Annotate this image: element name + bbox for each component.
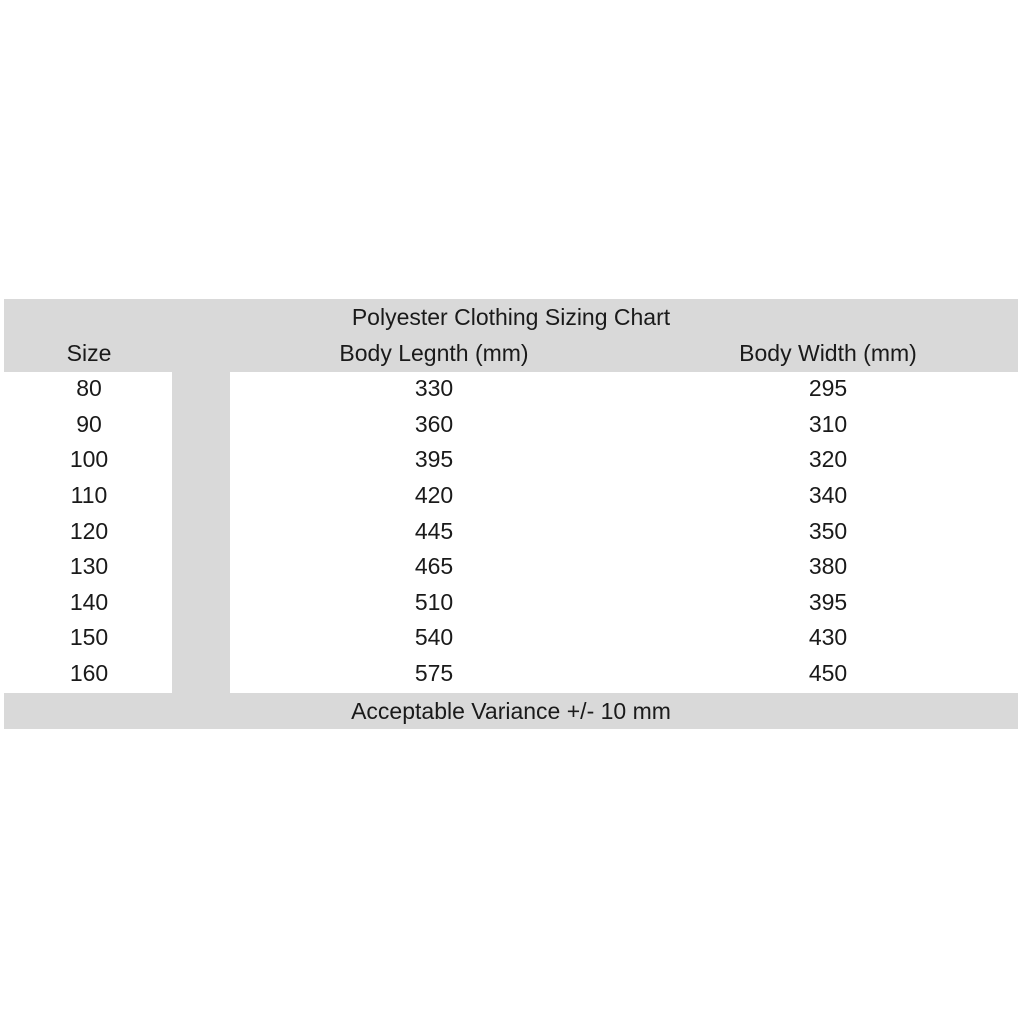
table-cell-width: 295	[808, 375, 848, 401]
table-cell-size: 80	[76, 375, 102, 401]
table-cell-length: 360	[414, 411, 454, 437]
table-cell-length: 465	[414, 553, 454, 579]
table-cell-width: 310	[808, 411, 848, 437]
table-cell-size: 150	[69, 624, 109, 650]
header-body-width: Body Width (mm)	[739, 340, 917, 366]
table-cell-width: 350	[808, 518, 848, 544]
table-cell-length: 420	[414, 482, 454, 508]
table-cell-length: 510	[414, 589, 454, 615]
table-cell-size: 120	[69, 518, 109, 544]
table-cell-size: 140	[69, 589, 109, 615]
table-cell-width: 340	[808, 482, 848, 508]
table-cell-length: 395	[414, 446, 454, 472]
separator-column	[172, 372, 230, 693]
table-cell-width: 430	[808, 624, 848, 650]
table-cell-width: 380	[808, 553, 848, 579]
table-cell-size: 110	[70, 482, 108, 508]
variance-note: Acceptable Variance +/- 10 mm	[351, 698, 671, 724]
table-cell-width: 450	[808, 660, 848, 686]
table-cell-width: 320	[808, 446, 848, 472]
table-cell-size: 160	[69, 660, 109, 686]
table-cell-length: 575	[414, 660, 454, 686]
table-cell-length: 540	[414, 624, 454, 650]
table-cell-width: 395	[808, 589, 848, 615]
table-cell-size: 90	[76, 411, 102, 437]
table-cell-size: 130	[69, 553, 109, 579]
table-cell-length: 330	[414, 375, 454, 401]
sizing-chart-table	[4, 299, 1018, 729]
header-body-length: Body Legnth (mm)	[339, 340, 529, 366]
table-cell-length: 445	[414, 518, 454, 544]
header-size: Size	[66, 340, 112, 366]
table-cell-size: 100	[69, 446, 109, 472]
table-title: Polyester Clothing Sizing Chart	[351, 304, 671, 330]
